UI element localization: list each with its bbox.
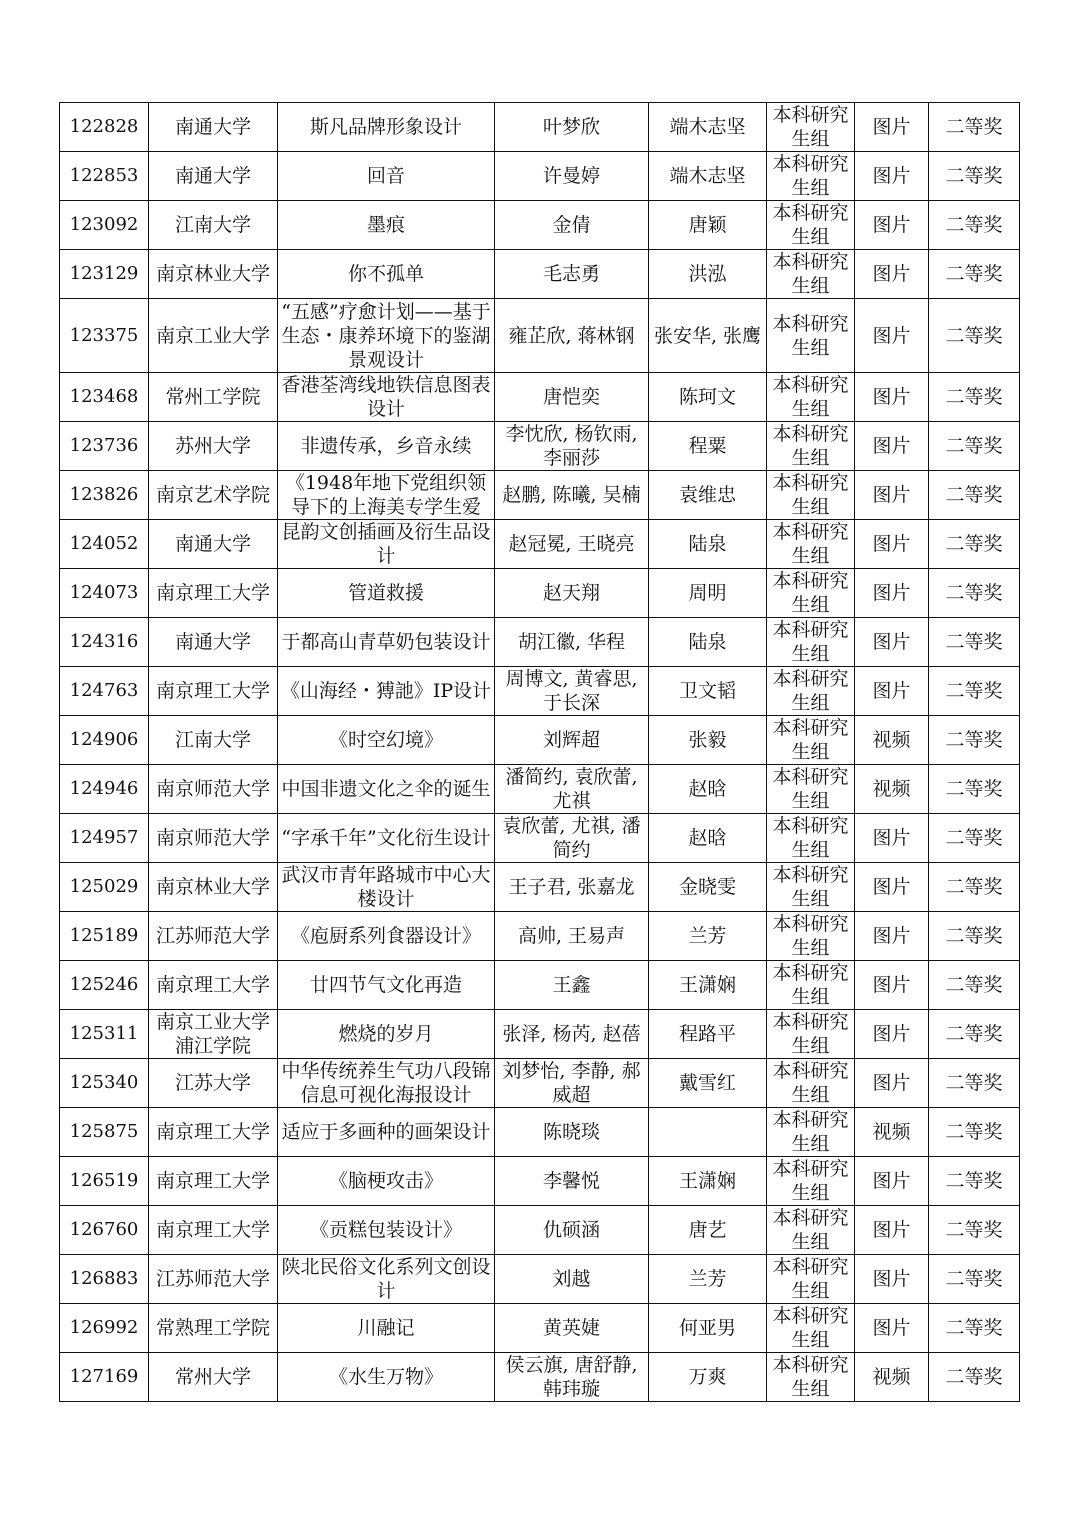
authors-cell: 赵天翔 xyxy=(495,569,649,618)
advisor-cell: 陆泉 xyxy=(649,520,767,569)
advisor-cell: 张安华, 张鹰 xyxy=(649,299,767,373)
group-cell: 本科研究生组 xyxy=(767,471,855,520)
work-type-cell: 图片 xyxy=(855,520,929,569)
school-name-cell: 江苏师范大学 xyxy=(149,912,278,961)
authors-cell: 黄英婕 xyxy=(495,1304,649,1353)
award-cell: 二等奖 xyxy=(929,520,1020,569)
entry-id-cell: 124052 xyxy=(60,520,149,569)
advisor-cell: 唐颖 xyxy=(649,201,767,250)
entry-id-cell: 122828 xyxy=(60,103,149,152)
table-row xyxy=(60,1304,1020,1353)
work-type-cell: 图片 xyxy=(855,1157,929,1206)
authors-cell: 唐恺奕 xyxy=(495,373,649,422)
authors-cell: 李馨悦 xyxy=(495,1157,649,1206)
table-row xyxy=(60,1255,1020,1304)
authors-cell: 陈晓琰 xyxy=(495,1108,649,1157)
school-name-cell: 南京理工大学 xyxy=(149,1108,278,1157)
advisor-cell: 陈珂文 xyxy=(649,373,767,422)
group-cell: 本科研究生组 xyxy=(767,250,855,299)
advisor-cell: 袁维忠 xyxy=(649,471,767,520)
work-title-cell: 昆韵文创插画及衍生品设计 xyxy=(278,520,495,569)
work-title-cell: 回音 xyxy=(278,152,495,201)
authors-cell: 李忱欣, 杨钦雨, 李丽莎 xyxy=(495,422,649,471)
authors-cell: 毛志勇 xyxy=(495,250,649,299)
award-cell: 二等奖 xyxy=(929,152,1020,201)
table-row xyxy=(60,373,1020,422)
group-cell: 本科研究生组 xyxy=(767,1059,855,1108)
award-cell: 二等奖 xyxy=(929,103,1020,152)
entry-id-cell: 125029 xyxy=(60,863,149,912)
group-cell: 本科研究生组 xyxy=(767,716,855,765)
table-row xyxy=(60,1157,1020,1206)
table-row xyxy=(60,299,1020,373)
work-type-cell: 图片 xyxy=(855,863,929,912)
table-row xyxy=(60,961,1020,1010)
work-type-cell: 图片 xyxy=(855,569,929,618)
table-row xyxy=(60,912,1020,961)
advisor-cell: 王潇娴 xyxy=(649,1157,767,1206)
award-cell: 二等奖 xyxy=(929,1108,1020,1157)
group-cell: 本科研究生组 xyxy=(767,1206,855,1255)
work-type-cell: 图片 xyxy=(855,912,929,961)
work-type-cell: 视频 xyxy=(855,765,929,814)
work-type-cell: 图片 xyxy=(855,201,929,250)
entry-id-cell: 123736 xyxy=(60,422,149,471)
table-row xyxy=(60,569,1020,618)
group-cell: 本科研究生组 xyxy=(767,618,855,667)
award-cell: 二等奖 xyxy=(929,716,1020,765)
table-row xyxy=(60,618,1020,667)
entry-id-cell: 123375 xyxy=(60,299,149,373)
advisor-cell: 赵晗 xyxy=(649,765,767,814)
authors-cell: 胡江徽, 华程 xyxy=(495,618,649,667)
work-title-cell: 斯凡品牌形象设计 xyxy=(278,103,495,152)
advisor-cell: 兰芳 xyxy=(649,1255,767,1304)
authors-cell: 赵冠冕, 王晓亮 xyxy=(495,520,649,569)
school-name-cell: 江苏大学 xyxy=(149,1059,278,1108)
group-cell: 本科研究生组 xyxy=(767,1304,855,1353)
authors-cell: 刘辉超 xyxy=(495,716,649,765)
award-cell: 二等奖 xyxy=(929,373,1020,422)
entry-id-cell: 125340 xyxy=(60,1059,149,1108)
advisor-cell: 端木志坚 xyxy=(649,103,767,152)
table-row xyxy=(60,471,1020,520)
work-title-cell: 中国非遗文化之伞的诞生 xyxy=(278,765,495,814)
entry-id-cell: 122853 xyxy=(60,152,149,201)
work-title-cell: 管道救援 xyxy=(278,569,495,618)
group-cell: 本科研究生组 xyxy=(767,765,855,814)
group-cell: 本科研究生组 xyxy=(767,373,855,422)
work-type-cell: 图片 xyxy=(855,618,929,667)
work-type-cell: 图片 xyxy=(855,1206,929,1255)
work-type-cell: 图片 xyxy=(855,961,929,1010)
authors-cell: 张泽, 杨芮, 赵蓓 xyxy=(495,1010,649,1059)
work-title-cell: 武汉市青年路城市中心大楼设计 xyxy=(278,863,495,912)
entry-id-cell: 124946 xyxy=(60,765,149,814)
award-cell: 二等奖 xyxy=(929,814,1020,863)
school-name-cell: 南京师范大学 xyxy=(149,765,278,814)
advisor-cell: 周明 xyxy=(649,569,767,618)
work-type-cell: 图片 xyxy=(855,250,929,299)
work-title-cell: 于都高山青草奶包装设计 xyxy=(278,618,495,667)
entry-id-cell: 124316 xyxy=(60,618,149,667)
group-cell: 本科研究生组 xyxy=(767,863,855,912)
entry-id-cell: 125189 xyxy=(60,912,149,961)
entry-id-cell: 126883 xyxy=(60,1255,149,1304)
work-title-cell: 中华传统养生气功八段锦信息可视化海报设计 xyxy=(278,1059,495,1108)
table-row xyxy=(60,716,1020,765)
work-type-cell: 图片 xyxy=(855,667,929,716)
table-row xyxy=(60,667,1020,716)
school-name-cell: 南京艺术学院 xyxy=(149,471,278,520)
work-title-cell: 墨痕 xyxy=(278,201,495,250)
authors-cell: 周博文, 黄睿思, 于长深 xyxy=(495,667,649,716)
work-type-cell: 图片 xyxy=(855,103,929,152)
school-name-cell: 南京工业大学浦江学院 xyxy=(149,1010,278,1059)
advisor-cell: 赵晗 xyxy=(649,814,767,863)
work-title-cell: 《山海经・猼訑》IP设计 xyxy=(278,667,495,716)
work-type-cell: 图片 xyxy=(855,471,929,520)
group-cell: 本科研究生组 xyxy=(767,201,855,250)
group-cell: 本科研究生组 xyxy=(767,103,855,152)
entry-id-cell: 126519 xyxy=(60,1157,149,1206)
advisor-cell: 程路平 xyxy=(649,1010,767,1059)
work-title-cell: 廿四节气文化再造 xyxy=(278,961,495,1010)
work-type-cell: 图片 xyxy=(855,373,929,422)
group-cell: 本科研究生组 xyxy=(767,422,855,471)
table-body xyxy=(60,103,1020,1402)
awards-table xyxy=(59,102,1020,1402)
advisor-cell: 陆泉 xyxy=(649,618,767,667)
entry-id-cell: 124957 xyxy=(60,814,149,863)
school-name-cell: 南京林业大学 xyxy=(149,250,278,299)
award-cell: 二等奖 xyxy=(929,1206,1020,1255)
group-cell: 本科研究生组 xyxy=(767,520,855,569)
school-name-cell: 南京理工大学 xyxy=(149,569,278,618)
school-name-cell: 江南大学 xyxy=(149,201,278,250)
entry-id-cell: 124763 xyxy=(60,667,149,716)
authors-cell: 赵鹏, 陈曦, 吴楠 xyxy=(495,471,649,520)
work-type-cell: 图片 xyxy=(855,814,929,863)
school-name-cell: 南京师范大学 xyxy=(149,814,278,863)
table-row xyxy=(60,103,1020,152)
award-cell: 二等奖 xyxy=(929,422,1020,471)
work-type-cell: 视频 xyxy=(855,1108,929,1157)
table-row xyxy=(60,201,1020,250)
group-cell: 本科研究生组 xyxy=(767,1255,855,1304)
work-title-cell: 香港荃湾线地铁信息图表设计 xyxy=(278,373,495,422)
work-title-cell: 《庖厨系列食器设计》 xyxy=(278,912,495,961)
school-name-cell: 南京理工大学 xyxy=(149,961,278,1010)
authors-cell: 许曼婷 xyxy=(495,152,649,201)
school-name-cell: 苏州大学 xyxy=(149,422,278,471)
award-cell: 二等奖 xyxy=(929,1353,1020,1402)
group-cell: 本科研究生组 xyxy=(767,1353,855,1402)
work-title-cell: 《水生万物》 xyxy=(278,1353,495,1402)
group-cell: 本科研究生组 xyxy=(767,152,855,201)
work-title-cell: 非遗传承，乡音永续 xyxy=(278,422,495,471)
entry-id-cell: 126992 xyxy=(60,1304,149,1353)
authors-cell: 袁欣蕾, 尤祺, 潘简约 xyxy=(495,814,649,863)
school-name-cell: 南京理工大学 xyxy=(149,1206,278,1255)
award-cell: 二等奖 xyxy=(929,1157,1020,1206)
advisor-cell: 金晓雯 xyxy=(649,863,767,912)
award-cell: 二等奖 xyxy=(929,1059,1020,1108)
entry-id-cell: 124906 xyxy=(60,716,149,765)
table-row xyxy=(60,152,1020,201)
work-type-cell: 视频 xyxy=(855,716,929,765)
authors-cell: 侯云旗, 唐舒静, 韩玮璇 xyxy=(495,1353,649,1402)
group-cell: 本科研究生组 xyxy=(767,569,855,618)
table-row xyxy=(60,1010,1020,1059)
work-title-cell: 《1948年地下党组织领导下的上海美专学生爱 xyxy=(278,471,495,520)
school-name-cell: 南京理工大学 xyxy=(149,667,278,716)
work-title-cell: 陕北民俗文化系列文创设计 xyxy=(278,1255,495,1304)
school-name-cell: 南通大学 xyxy=(149,520,278,569)
work-title-cell: 你不孤单 xyxy=(278,250,495,299)
work-title-cell: 《时空幻境》 xyxy=(278,716,495,765)
advisor-cell: 程粟 xyxy=(649,422,767,471)
table-row xyxy=(60,765,1020,814)
work-title-cell: 《贡糕包装设计》 xyxy=(278,1206,495,1255)
advisor-cell: 唐艺 xyxy=(649,1206,767,1255)
entry-id-cell: 123092 xyxy=(60,201,149,250)
advisor-cell xyxy=(649,1108,767,1157)
table-row xyxy=(60,863,1020,912)
school-name-cell: 常熟理工学院 xyxy=(149,1304,278,1353)
entry-id-cell: 123129 xyxy=(60,250,149,299)
advisor-cell: 万爽 xyxy=(649,1353,767,1402)
school-name-cell: 南通大学 xyxy=(149,103,278,152)
entry-id-cell: 123468 xyxy=(60,373,149,422)
advisor-cell: 端木志坚 xyxy=(649,152,767,201)
award-cell: 二等奖 xyxy=(929,765,1020,814)
group-cell: 本科研究生组 xyxy=(767,814,855,863)
table-row xyxy=(60,1059,1020,1108)
school-name-cell: 南通大学 xyxy=(149,618,278,667)
entry-id-cell: 123826 xyxy=(60,471,149,520)
award-cell: 二等奖 xyxy=(929,961,1020,1010)
advisor-cell: 张毅 xyxy=(649,716,767,765)
advisor-cell: 何亚男 xyxy=(649,1304,767,1353)
advisor-cell: 戴雪红 xyxy=(649,1059,767,1108)
entry-id-cell: 125246 xyxy=(60,961,149,1010)
group-cell: 本科研究生组 xyxy=(767,1157,855,1206)
school-name-cell: 南通大学 xyxy=(149,152,278,201)
authors-cell: 潘简约, 袁欣蕾, 尤祺 xyxy=(495,765,649,814)
work-title-cell: “五感”疗愈计划——基于生态・康养环境下的鉴湖景观设计 xyxy=(278,299,495,373)
award-cell: 二等奖 xyxy=(929,299,1020,373)
award-cell: 二等奖 xyxy=(929,1304,1020,1353)
school-name-cell: 南京工业大学 xyxy=(149,299,278,373)
authors-cell: 王鑫 xyxy=(495,961,649,1010)
entry-id-cell: 124073 xyxy=(60,569,149,618)
authors-cell: 高帅, 王易声 xyxy=(495,912,649,961)
work-title-cell: 《脑梗攻击》 xyxy=(278,1157,495,1206)
school-name-cell: 江南大学 xyxy=(149,716,278,765)
advisor-cell: 洪泓 xyxy=(649,250,767,299)
group-cell: 本科研究生组 xyxy=(767,667,855,716)
entry-id-cell: 125311 xyxy=(60,1010,149,1059)
work-title-cell: 川融记 xyxy=(278,1304,495,1353)
award-cell: 二等奖 xyxy=(929,250,1020,299)
work-type-cell: 图片 xyxy=(855,422,929,471)
table-row xyxy=(60,520,1020,569)
authors-cell: 叶梦欣 xyxy=(495,103,649,152)
table-row xyxy=(60,422,1020,471)
work-type-cell: 图片 xyxy=(855,1255,929,1304)
advisor-cell: 卫文韬 xyxy=(649,667,767,716)
table-row xyxy=(60,1108,1020,1157)
work-title-cell: 燃烧的岁月 xyxy=(278,1010,495,1059)
award-cell: 二等奖 xyxy=(929,569,1020,618)
entry-id-cell: 126760 xyxy=(60,1206,149,1255)
table-row xyxy=(60,250,1020,299)
group-cell: 本科研究生组 xyxy=(767,912,855,961)
school-name-cell: 南京理工大学 xyxy=(149,1157,278,1206)
advisor-cell: 兰芳 xyxy=(649,912,767,961)
work-title-cell: “字承千年”文化衍生设计 xyxy=(278,814,495,863)
award-cell: 二等奖 xyxy=(929,618,1020,667)
school-name-cell: 江苏师范大学 xyxy=(149,1255,278,1304)
authors-cell: 刘越 xyxy=(495,1255,649,1304)
work-type-cell: 图片 xyxy=(855,1304,929,1353)
award-cell: 二等奖 xyxy=(929,912,1020,961)
entry-id-cell: 127169 xyxy=(60,1353,149,1402)
work-type-cell: 视频 xyxy=(855,1353,929,1402)
authors-cell: 雍芷欣, 蒋林钢 xyxy=(495,299,649,373)
group-cell: 本科研究生组 xyxy=(767,299,855,373)
authors-cell: 金倩 xyxy=(495,201,649,250)
table-row xyxy=(60,1353,1020,1402)
group-cell: 本科研究生组 xyxy=(767,961,855,1010)
group-cell: 本科研究生组 xyxy=(767,1108,855,1157)
authors-cell: 刘梦怡, 李静, 郝威超 xyxy=(495,1059,649,1108)
award-cell: 二等奖 xyxy=(929,201,1020,250)
school-name-cell: 南京林业大学 xyxy=(149,863,278,912)
work-title-cell: 适应于多画种的画架设计 xyxy=(278,1108,495,1157)
advisor-cell: 王潇娴 xyxy=(649,961,767,1010)
work-type-cell: 图片 xyxy=(855,299,929,373)
award-cell: 二等奖 xyxy=(929,667,1020,716)
award-cell: 二等奖 xyxy=(929,1010,1020,1059)
school-name-cell: 常州工学院 xyxy=(149,373,278,422)
authors-cell: 王子君, 张嘉龙 xyxy=(495,863,649,912)
group-cell: 本科研究生组 xyxy=(767,1010,855,1059)
work-type-cell: 图片 xyxy=(855,1059,929,1108)
table-row xyxy=(60,1206,1020,1255)
work-type-cell: 图片 xyxy=(855,152,929,201)
table-row xyxy=(60,814,1020,863)
award-cell: 二等奖 xyxy=(929,1255,1020,1304)
award-cell: 二等奖 xyxy=(929,471,1020,520)
award-cell: 二等奖 xyxy=(929,863,1020,912)
school-name-cell: 常州大学 xyxy=(149,1353,278,1402)
entry-id-cell: 125875 xyxy=(60,1108,149,1157)
authors-cell: 仇硕涵 xyxy=(495,1206,649,1255)
work-type-cell: 图片 xyxy=(855,1010,929,1059)
